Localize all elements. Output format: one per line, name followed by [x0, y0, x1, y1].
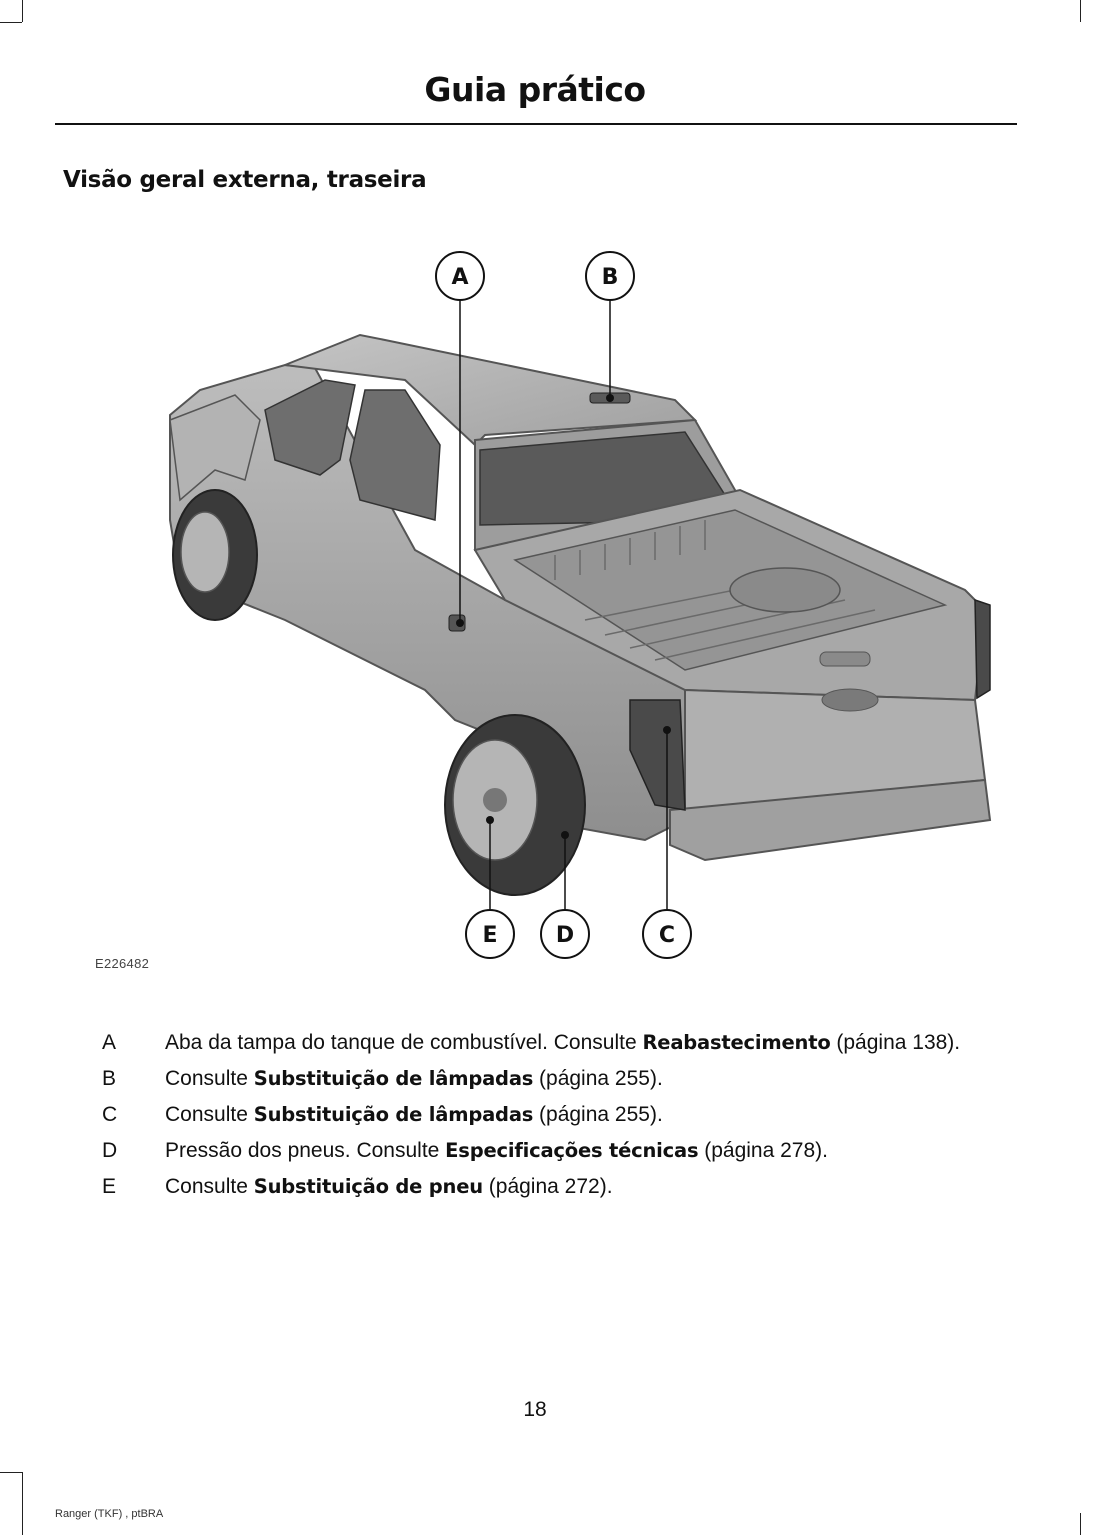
legend-item	[100, 1102, 1005, 1127]
legend-key: A	[102, 1031, 117, 1054]
footer-document-id: Ranger (TKF) , ptBRA	[55, 1508, 164, 1520]
section-heading: Visão geral externa, traseira	[63, 167, 427, 193]
crop-mark-top-right-v	[1080, 0, 1081, 22]
cross-reference-link[interactable]: Substituição de pneu	[253, 1175, 483, 1198]
legend-item	[100, 1138, 1005, 1163]
legend-item	[100, 1174, 1005, 1199]
legend-description: Consulte Substituição de lâmpadas (página 255).	[165, 1103, 663, 1126]
front-rim	[181, 512, 229, 592]
legend-description: Consulte Substituição de pneu (página 272).	[165, 1175, 613, 1198]
crop-mark-top-left-v	[22, 0, 23, 22]
legend-description: Consulte Substituição de lâmpadas (página 255).	[165, 1067, 663, 1090]
callout-d: D	[555, 923, 575, 948]
figure-id: E226482	[95, 956, 150, 971]
legend-item	[100, 1066, 1005, 1091]
crop-mark-top-left-h	[0, 22, 22, 23]
legend-key: C	[102, 1103, 118, 1126]
rear-side-window	[350, 390, 440, 520]
crop-mark-bottom-left-h	[0, 1472, 22, 1473]
crop-mark-bottom-left-v	[22, 1472, 23, 1535]
callout-a: A	[451, 265, 469, 290]
title-divider	[55, 123, 1017, 125]
legend-key: D	[102, 1139, 118, 1162]
legend-key: B	[102, 1067, 117, 1090]
right-tail-light	[975, 600, 990, 698]
legend-key: E	[102, 1175, 117, 1198]
cross-reference-link[interactable]: Reabastecimento	[642, 1031, 831, 1054]
callout-e: E	[482, 923, 498, 948]
cross-reference-link[interactable]: Substituição de lâmpadas	[253, 1067, 534, 1090]
page-number: 18	[523, 1398, 547, 1421]
legend-description: Aba da tampa do tanque de combustível. Consulte Reabastecimento (página 138).	[165, 1031, 961, 1054]
crop-mark-bottom-right-v	[1080, 1513, 1081, 1535]
callout-legend	[100, 1030, 1005, 1210]
callout-b: B	[601, 265, 619, 290]
page-title: Guia prático	[424, 70, 646, 109]
vehicle-rear-overview-figure	[85, 220, 1025, 980]
cross-reference-link[interactable]: Substituição de lâmpadas	[253, 1103, 534, 1126]
cross-reference-link[interactable]: Especificações técnicas	[445, 1139, 699, 1162]
legend-item	[100, 1030, 1005, 1055]
bed-spare-tire	[730, 568, 840, 612]
tailgate-handle	[820, 652, 870, 666]
callout-c: C	[658, 923, 676, 948]
legend-description: Pressão dos pneus. Consulte Especificações técnicas (página 278).	[165, 1139, 828, 1162]
pickup-truck-illustration	[85, 220, 1025, 980]
tailgate-logo	[822, 689, 878, 711]
